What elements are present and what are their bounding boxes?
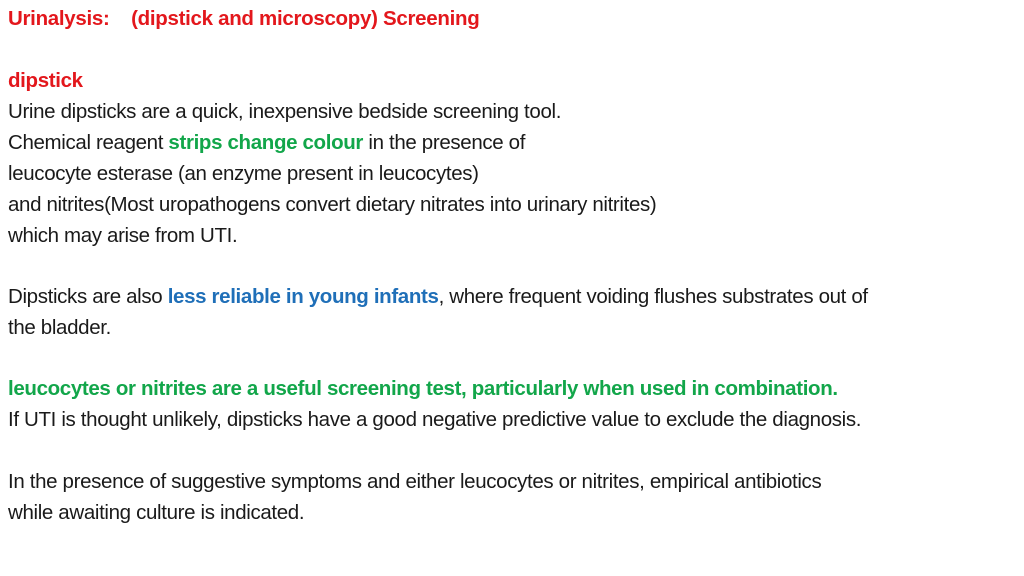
text-segment: Dipsticks are also — [8, 285, 168, 308]
paragraph-line: If UTI is thought unlikely, dipsticks have a good negative predictive value to exclude the diagnosis. — [8, 408, 862, 431]
paragraph-line: leucocyte esterase (an enzyme present in leucocytes) — [8, 162, 479, 185]
highlight-strips-change-colour: strips change colour — [168, 131, 364, 154]
text-segment: , where frequent voiding flushes substrates out of — [438, 285, 868, 308]
paragraph-line: while awaiting culture is indicated. — [8, 501, 305, 524]
page-title: Urinalysis: (dipstick and microscopy) Screening — [8, 7, 480, 30]
paragraph-line: and nitrites(Most uropathogens convert dietary nitrates into urinary nitrites) — [8, 193, 657, 216]
paragraph-line: Urine dipsticks are a quick, inexpensive bedside screening tool. — [8, 100, 562, 123]
highlight-less-reliable: less reliable in young infants — [167, 285, 439, 308]
paragraph-line: In the presence of suggestive symptoms and either leucocytes or nitrites, empirical antibiotics — [8, 470, 822, 493]
highlight-screening-statement: leucocytes or nitrites are a useful screening test, particularly when used in combination. — [8, 377, 838, 400]
paragraph-line — [8, 285, 868, 309]
text-segment: in the presence of — [363, 131, 526, 154]
paragraph-line — [8, 131, 525, 155]
text-segment: Chemical reagent — [8, 131, 169, 154]
dipstick-heading: dipstick — [8, 69, 83, 92]
paragraph-line: which may arise from UTI. — [8, 224, 238, 247]
paragraph-line: the bladder. — [8, 316, 111, 339]
